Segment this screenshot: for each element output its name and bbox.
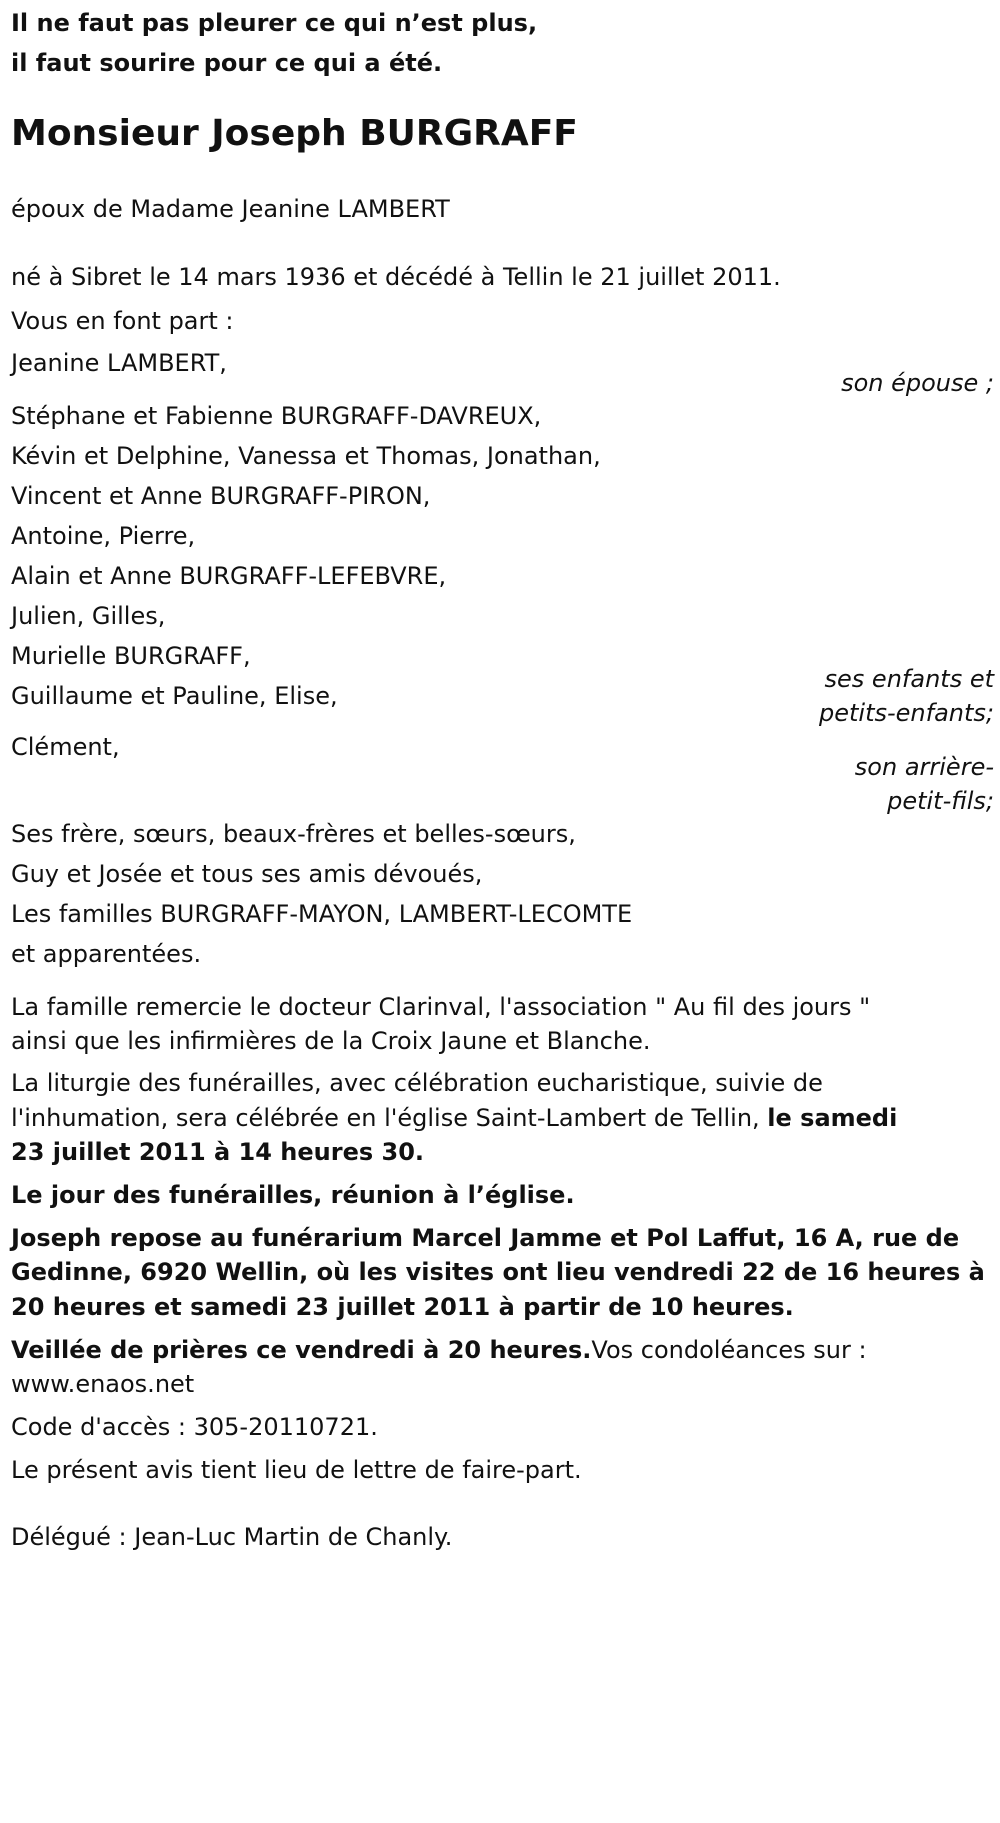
- quote-line-1: Il ne faut pas pleurer ce qui n’est plus,: [11, 9, 538, 37]
- wife-name: Jeanine LAMBERT,: [11, 349, 227, 377]
- condolences-text: Vos condoléances sur :: [591, 1336, 867, 1364]
- family-list: [11, 814, 632, 974]
- liturgy-line-1: La liturgie des funérailles, avec célébration eucharistique, suivie de: [11, 1069, 823, 1097]
- vigil-text: Veillée de prières ce vendredi à 20 heures.: [11, 1336, 592, 1364]
- delegate-line: Délégué : Jean-Luc Martin de Chanly.: [11, 1523, 453, 1551]
- wife-relation: son épouse ;: [841, 369, 994, 397]
- notice-line: Le présent avis tient lieu de lettre de faire-part.: [11, 1456, 582, 1484]
- list-item: Kévin et Delphine, Vanessa et Thomas, Jonathan,: [11, 442, 601, 470]
- great-grandson-relation-2: petit-fils;: [887, 787, 994, 815]
- thanks-line-1: La famille remercie le docteur Clarinval, l'association " Au fil des jours ": [11, 993, 871, 1021]
- funerarium-line-1: Joseph repose au funérarium Marcel Jamme et Pol Laffut, 16 A, rue de: [11, 1224, 960, 1252]
- birth-death-line: né à Sibret le 14 mars 1936 et décédé à Tellin le 21 juillet 2011.: [11, 263, 781, 291]
- liturgy-date-start: le samedi: [767, 1104, 898, 1132]
- great-grandson-name: Clément,: [11, 733, 120, 761]
- liturgy-line-2: [11, 1103, 897, 1133]
- great-grandson-relation-1: son arrière-: [854, 753, 994, 781]
- website-link[interactable]: www.enaos.net: [11, 1370, 195, 1398]
- list-item: Antoine, Pierre,: [11, 522, 196, 550]
- funerarium-line-2: Gedinne, 6920 Wellin, où les visites ont lieu vendredi 22 de 16 heures à: [11, 1258, 985, 1286]
- list-item: Guillaume et Pauline, Elise,: [11, 682, 338, 710]
- thanks-line-2: ainsi que les infirmières de la Croix Jaune et Blanche.: [11, 1027, 651, 1055]
- list-item: Alain et Anne BURGRAFF-LEFEBVRE,: [11, 562, 447, 590]
- spouse-line: époux de Madame Jeanine LAMBERT: [11, 195, 450, 223]
- access-code: Code d'accès : 305-20110721.: [11, 1413, 378, 1441]
- liturgy-line-2-text: l'inhumation, sera célébrée en l'église Saint-Lambert de Tellin,: [11, 1104, 768, 1132]
- liturgy-date: 23 juillet 2011 à 14 heures 30.: [11, 1138, 425, 1166]
- children-list: [11, 396, 601, 716]
- vigil-line: [11, 1335, 867, 1365]
- list-item: Ses frère, sœurs, beaux-frères et belles-sœurs,: [11, 820, 576, 848]
- list-item: Vincent et Anne BURGRAFF-PIRON,: [11, 482, 431, 510]
- announce-line: Vous en font part :: [11, 307, 234, 335]
- quote-line-2: il faut sourire pour ce qui a été.: [11, 49, 443, 77]
- list-item: Murielle BURGRAFF,: [11, 642, 251, 670]
- meeting-line: Le jour des funérailles, réunion à l’église.: [11, 1181, 575, 1209]
- children-relation-1: ses enfants et: [824, 665, 994, 693]
- list-item: et apparentées.: [11, 940, 202, 968]
- list-item: Les familles BURGRAFF-MAYON, LAMBERT-LECOMTE: [11, 900, 633, 928]
- page-title: Monsieur Joseph BURGRAFF: [11, 113, 578, 154]
- list-item: Guy et Josée et tous ses amis dévoués,: [11, 860, 483, 888]
- funerarium-line-3: 20 heures et samedi 23 juillet 2011 à partir de 10 heures.: [11, 1293, 794, 1321]
- list-item: Stéphane et Fabienne BURGRAFF-DAVREUX,: [11, 402, 542, 430]
- list-item: Julien, Gilles,: [11, 602, 166, 630]
- children-relation-2: petits-enfants;: [819, 699, 994, 727]
